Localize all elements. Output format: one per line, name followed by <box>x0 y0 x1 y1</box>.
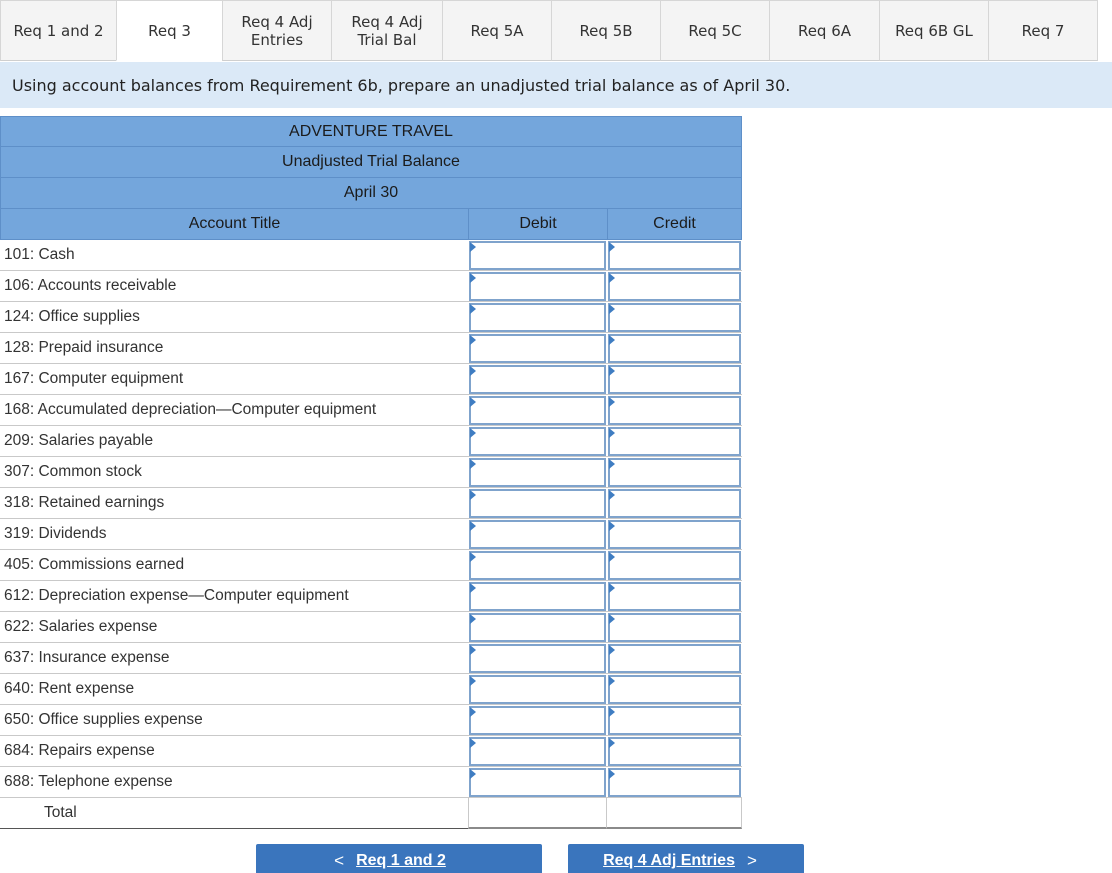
dropdown-marker-icon <box>609 614 615 624</box>
tab-req-5c[interactable]: Req 5C <box>660 0 770 61</box>
dropdown-marker-icon <box>470 490 476 500</box>
debit-cell <box>468 240 607 271</box>
statement-title: Unadjusted Trial Balance <box>0 147 742 178</box>
debit-amount-input[interactable] <box>469 427 606 456</box>
table-row <box>0 643 742 674</box>
debit-cell <box>468 302 607 333</box>
column-headers <box>0 209 742 240</box>
credit-amount-input[interactable] <box>608 768 741 797</box>
account-title: 124: Office supplies <box>4 308 140 325</box>
dropdown-marker-icon <box>470 552 476 562</box>
dropdown-marker-icon <box>470 521 476 531</box>
dropdown-marker-icon <box>470 645 476 655</box>
debit-amount-input[interactable] <box>469 768 606 797</box>
credit-amount-input[interactable] <box>608 303 741 332</box>
debit-cell <box>468 767 607 798</box>
account-title: 209: Salaries payable <box>4 432 154 449</box>
dropdown-marker-icon <box>470 769 476 779</box>
account-title: 128: Prepaid insurance <box>4 339 164 356</box>
dropdown-marker-icon <box>470 366 476 376</box>
debit-amount-input[interactable] <box>469 675 606 704</box>
table-row <box>0 457 742 488</box>
debit-cell <box>468 550 607 581</box>
account-title: 167: Computer equipment <box>4 370 184 387</box>
account-title: 688: Telephone expense <box>4 773 173 790</box>
debit-cell <box>468 333 607 364</box>
credit-amount-input[interactable] <box>608 582 741 611</box>
dropdown-marker-icon <box>609 738 615 748</box>
credit-amount-input[interactable] <box>608 551 741 580</box>
debit-amount-input[interactable] <box>469 520 606 549</box>
dropdown-marker-icon <box>609 490 615 500</box>
debit-amount-input[interactable] <box>469 551 606 580</box>
table-row <box>0 736 742 767</box>
dropdown-marker-icon <box>609 428 615 438</box>
table-row <box>0 705 742 736</box>
credit-amount-input[interactable] <box>608 458 741 487</box>
total-debit <box>468 798 607 829</box>
account-title: 650: Office supplies expense <box>4 711 203 728</box>
credit-cell <box>607 550 742 581</box>
dropdown-marker-icon <box>609 397 615 407</box>
debit-amount-input[interactable] <box>469 644 606 673</box>
debit-cell <box>468 581 607 612</box>
credit-amount-input[interactable] <box>608 334 741 363</box>
credit-amount-input[interactable] <box>608 644 741 673</box>
tab-req-1-and-2[interactable]: Req 1 and 2 <box>0 0 117 61</box>
account-title: 684: Repairs expense <box>4 742 155 759</box>
table-row <box>0 581 742 612</box>
tab-req-7[interactable]: Req 7 <box>988 0 1098 61</box>
tab-req-6b-gl[interactable]: Req 6B GL <box>879 0 989 61</box>
dropdown-marker-icon <box>609 304 615 314</box>
credit-amount-input[interactable] <box>608 272 741 301</box>
credit-amount-input[interactable] <box>608 737 741 766</box>
debit-cell <box>468 643 607 674</box>
debit-amount-input[interactable] <box>469 489 606 518</box>
dropdown-marker-icon <box>609 366 615 376</box>
debit-cell <box>468 674 607 705</box>
credit-amount-input[interactable] <box>608 396 741 425</box>
debit-amount-input[interactable] <box>469 458 606 487</box>
debit-cell <box>468 488 607 519</box>
tab-req-5a[interactable]: Req 5A <box>442 0 552 61</box>
debit-amount-input[interactable] <box>469 272 606 301</box>
account-title: 307: Common stock <box>4 463 142 480</box>
debit-cell <box>468 705 607 736</box>
debit-cell <box>468 426 607 457</box>
credit-cell <box>607 581 742 612</box>
dropdown-marker-icon <box>470 676 476 686</box>
table-row <box>0 395 742 426</box>
total-row <box>0 798 742 829</box>
instruction-text: Using account balances from Requirement 6b, prepare an unadjusted trial balance as of April 30. <box>0 62 1112 108</box>
debit-amount-input[interactable] <box>469 582 606 611</box>
table-row <box>0 767 742 798</box>
credit-cell <box>607 705 742 736</box>
account-rows <box>0 240 742 798</box>
table-row <box>0 426 742 457</box>
chevron-right-icon: > <box>746 851 757 870</box>
debit-amount-input[interactable] <box>469 241 606 270</box>
credit-cell <box>607 395 742 426</box>
credit-cell <box>607 426 742 457</box>
dropdown-marker-icon <box>470 614 476 624</box>
dropdown-marker-icon <box>609 583 615 593</box>
debit-amount-input[interactable] <box>469 396 606 425</box>
debit-amount-input[interactable] <box>469 737 606 766</box>
credit-cell <box>607 240 742 271</box>
credit-amount-input[interactable] <box>608 520 741 549</box>
account-title: 101: Cash <box>4 246 75 263</box>
account-title: 637: Insurance expense <box>4 649 170 666</box>
tab-req-3[interactable]: Req 3 <box>116 0 223 61</box>
next-button-label: Req 4 Adj Entries <box>603 852 735 869</box>
table-row <box>0 612 742 643</box>
debit-amount-input[interactable] <box>469 613 606 642</box>
debit-cell <box>468 519 607 550</box>
account-title: 622: Salaries expense <box>4 618 158 635</box>
dropdown-marker-icon <box>609 769 615 779</box>
credit-cell <box>607 674 742 705</box>
credit-cell <box>607 767 742 798</box>
next-button[interactable] <box>568 844 804 873</box>
dropdown-marker-icon <box>470 707 476 717</box>
account-title: 319: Dividends <box>4 525 107 542</box>
credit-amount-input[interactable] <box>608 675 741 704</box>
credit-cell <box>607 643 742 674</box>
credit-cell <box>607 333 742 364</box>
credit-cell <box>607 364 742 395</box>
dropdown-marker-icon <box>609 707 615 717</box>
tab-req-5b[interactable]: Req 5B <box>551 0 661 61</box>
total-credit <box>607 798 742 829</box>
credit-amount-input[interactable] <box>608 613 741 642</box>
table-row <box>0 519 742 550</box>
account-title: 612: Depreciation expense—Computer equipment <box>4 587 349 604</box>
credit-amount-input[interactable] <box>608 489 741 518</box>
dropdown-marker-icon <box>609 521 615 531</box>
dropdown-marker-icon <box>609 552 615 562</box>
dropdown-marker-icon <box>609 335 615 345</box>
company-name: ADVENTURE TRAVEL <box>0 116 742 147</box>
tab-req-4-adj-trial-bal[interactable]: Req 4 Adj Trial Bal <box>331 0 443 61</box>
tab-req-6a[interactable]: Req 6A <box>769 0 880 61</box>
debit-header: Debit <box>469 209 608 239</box>
dropdown-marker-icon <box>609 645 615 655</box>
credit-amount-input[interactable] <box>608 241 741 270</box>
chevron-left-icon: < <box>334 851 345 870</box>
credit-cell <box>607 612 742 643</box>
dropdown-marker-icon <box>609 676 615 686</box>
table-row <box>0 488 742 519</box>
prev-button[interactable] <box>256 844 542 873</box>
debit-amount-input[interactable] <box>469 706 606 735</box>
trial-balance-table <box>0 116 742 829</box>
dropdown-marker-icon <box>470 583 476 593</box>
debit-cell <box>468 736 607 767</box>
table-row <box>0 240 742 271</box>
debit-amount-input[interactable] <box>469 334 606 363</box>
table-row <box>0 333 742 364</box>
account-title: 168: Accumulated depreciation—Computer equipment <box>4 401 377 418</box>
tab-req-4-adj-entries[interactable]: Req 4 Adj Entries <box>222 0 332 61</box>
dropdown-marker-icon <box>470 428 476 438</box>
table-row <box>0 364 742 395</box>
credit-cell <box>607 457 742 488</box>
credit-amount-input[interactable] <box>608 427 741 456</box>
account-title: 405: Commissions earned <box>4 556 185 573</box>
total-label: Total <box>44 804 77 821</box>
dropdown-marker-icon <box>470 273 476 283</box>
credit-cell <box>607 488 742 519</box>
table-row <box>0 674 742 705</box>
credit-cell <box>607 302 742 333</box>
debit-cell <box>468 457 607 488</box>
credit-amount-input[interactable] <box>608 365 741 394</box>
account-title-header: Account Title <box>1 209 469 239</box>
account-title: 640: Rent expense <box>4 680 135 697</box>
dropdown-marker-icon <box>470 335 476 345</box>
dropdown-marker-icon <box>470 304 476 314</box>
credit-cell <box>607 519 742 550</box>
credit-header: Credit <box>653 215 696 232</box>
debit-amount-input[interactable] <box>469 303 606 332</box>
table-row <box>0 271 742 302</box>
table-row <box>0 302 742 333</box>
table-row <box>0 550 742 581</box>
credit-cell <box>607 271 742 302</box>
dropdown-marker-icon <box>609 273 615 283</box>
statement-date: April 30 <box>0 178 742 209</box>
dropdown-marker-icon <box>470 459 476 469</box>
dropdown-marker-icon <box>609 459 615 469</box>
prev-button-label: Req 1 and 2 <box>356 852 446 869</box>
debit-amount-input[interactable] <box>469 365 606 394</box>
debit-cell <box>468 395 607 426</box>
dropdown-marker-icon <box>470 397 476 407</box>
debit-cell <box>468 612 607 643</box>
account-title: 318: Retained earnings <box>4 494 165 511</box>
debit-cell <box>468 364 607 395</box>
dropdown-marker-icon <box>470 738 476 748</box>
account-title: 106: Accounts receivable <box>4 277 177 294</box>
dropdown-marker-icon <box>609 242 615 252</box>
debit-cell <box>468 271 607 302</box>
credit-amount-input[interactable] <box>608 706 741 735</box>
dropdown-marker-icon <box>470 242 476 252</box>
credit-cell <box>607 736 742 767</box>
requirement-tabs <box>0 0 1112 61</box>
